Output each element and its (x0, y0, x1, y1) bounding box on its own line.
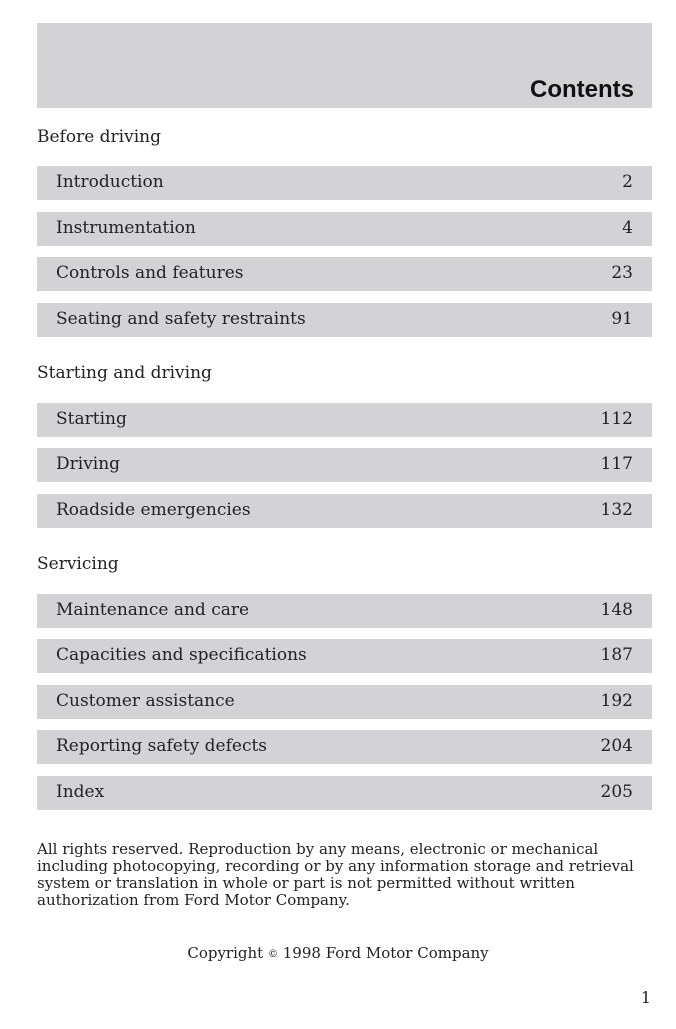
toc-entry-label: Index (56, 782, 105, 802)
toc-entry-starting[interactable] (37, 403, 652, 437)
toc-entry-introduction[interactable] (37, 166, 652, 200)
toc-entry-label: Reporting safety defects (56, 736, 268, 756)
toc-entry-controls-and-features[interactable] (37, 257, 652, 291)
page-title: Contents (530, 76, 634, 103)
toc-entry-page: 205 (600, 782, 633, 802)
copyright-prefix: Copyright (187, 944, 264, 962)
toc-entry-reporting-safety-defects[interactable] (37, 730, 652, 764)
toc-entry-page: 112 (600, 409, 633, 429)
toc-entry-capacities-and-specifications[interactable] (37, 639, 652, 673)
toc-entry-page: 2 (622, 172, 633, 192)
header-band (37, 23, 652, 108)
toc-entry-label: Introduction (56, 172, 164, 192)
rights-line: All rights reserved. Reproduction by any means, electronic or mechanical (37, 840, 599, 858)
toc-entry-label: Instrumentation (56, 218, 196, 238)
toc-entry-roadside-emergencies[interactable] (37, 494, 652, 528)
toc-entry-maintenance-and-care[interactable] (37, 594, 652, 628)
toc-entry-customer-assistance[interactable] (37, 685, 652, 719)
rights-line: system or translation in whole or part is not permitted without written (37, 874, 575, 892)
page-number: 1 (640, 988, 651, 1007)
toc-entry-page: 192 (600, 691, 633, 711)
toc-entry-index[interactable] (37, 776, 652, 810)
toc-entry-label: Controls and features (56, 263, 244, 283)
section-heading-starting-and-driving: Starting and driving (37, 363, 212, 383)
copyright-suffix: 1998 Ford Motor Company (282, 944, 489, 962)
toc-entry-instrumentation[interactable] (37, 212, 652, 246)
rights-line: authorization from Ford Motor Company. (37, 891, 350, 909)
toc-entry-label: Customer assistance (56, 691, 235, 711)
toc-entry-page: 148 (600, 600, 633, 620)
toc-entry-label: Maintenance and care (56, 600, 250, 620)
toc-entry-seating-and-safety-restraints[interactable] (37, 303, 652, 337)
toc-entry-page: 91 (611, 309, 633, 329)
section-heading-before-driving: Before driving (37, 127, 161, 147)
toc-entry-label: Capacities and specifications (56, 645, 307, 665)
toc-entry-label: Starting (56, 409, 127, 429)
toc-entry-page: 187 (600, 645, 633, 665)
toc-entry-page: 204 (600, 736, 633, 756)
toc-entry-driving[interactable] (37, 448, 652, 482)
copyright-line (0, 944, 676, 962)
toc-entry-label: Seating and safety restraints (56, 309, 306, 329)
rights-notice (37, 841, 652, 909)
toc-entry-label: Driving (56, 454, 121, 474)
copyright-symbol-icon: © (267, 949, 278, 960)
rights-line: including photocopying, recording or by any information storage and retrieval (37, 857, 634, 875)
toc-entry-page: 132 (600, 500, 633, 520)
section-heading-servicing: Servicing (37, 554, 119, 574)
toc-entry-page: 117 (600, 454, 633, 474)
toc-entry-label: Roadside emergencies (56, 500, 251, 520)
toc-entry-page: 4 (622, 218, 633, 238)
toc-entry-page: 23 (611, 263, 633, 283)
